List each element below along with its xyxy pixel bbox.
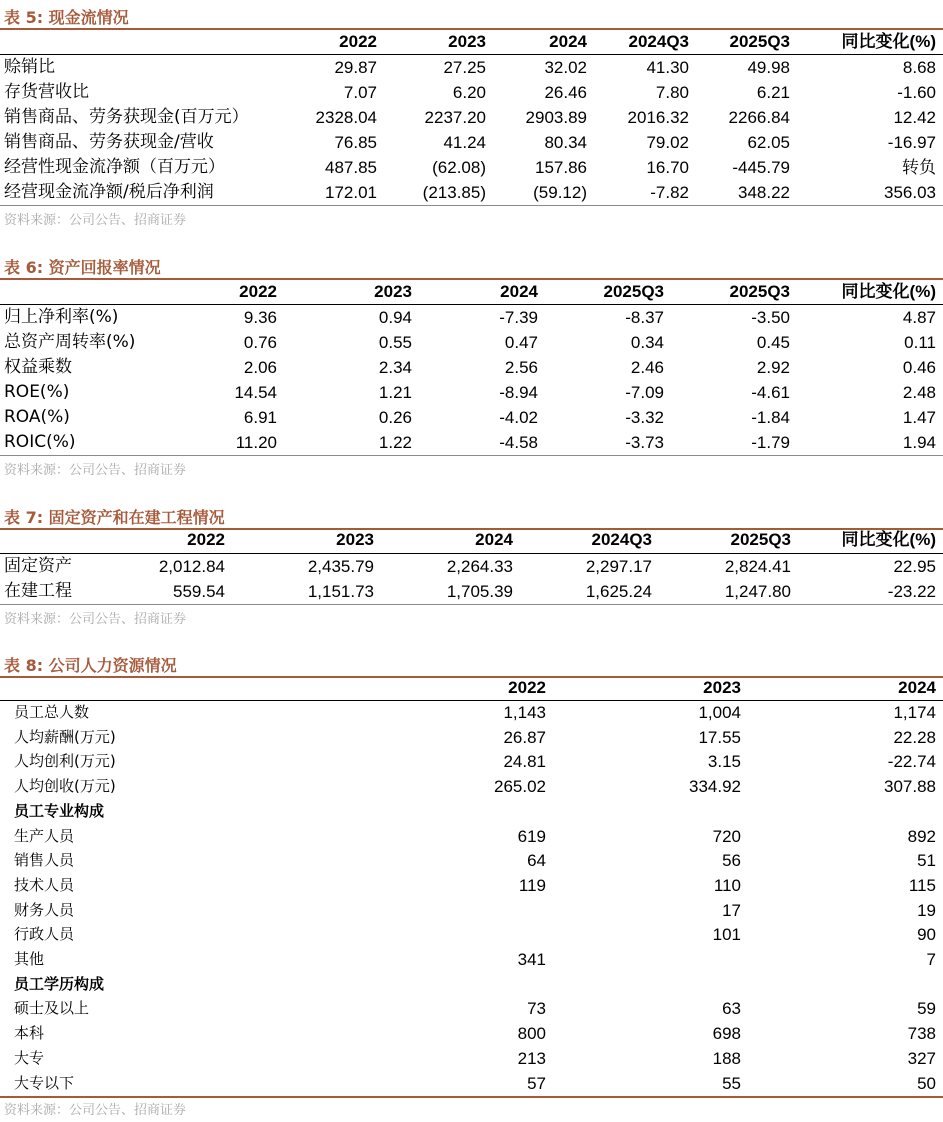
table8-header-cell: 2022	[508, 678, 546, 697]
table8-value-cell: 892	[907, 826, 936, 846]
table6-value-cell: 1.94	[902, 433, 936, 452]
table5-value-cell: 6.21	[756, 83, 790, 102]
table5-value-cell: 32.02	[544, 58, 587, 77]
table8-row	[0, 725, 943, 750]
table6-value-cell: 2.06	[243, 358, 277, 377]
table5-header-cell: 同比变化(%)	[841, 32, 936, 51]
table5-row-label: 经营性现金流净额（百万元）	[4, 157, 225, 177]
table5-value-cell: 62.05	[747, 133, 790, 152]
table8-value-cell: 90	[917, 925, 936, 945]
table5-row-label: 销售商品、劳务获现金/营收	[4, 132, 214, 152]
table5-value-cell: 41.30	[646, 58, 689, 77]
table8-row	[0, 700, 943, 725]
table8-row-label: 大专	[14, 1048, 45, 1067]
table6-value-cell: 0.34	[630, 333, 664, 352]
table7-header-cell: 2022	[187, 530, 225, 549]
table6-value-cell: 0.11	[904, 333, 936, 352]
table5-value-cell: 79.02	[646, 133, 689, 152]
table8-row-label: 员工学历构成	[14, 974, 105, 993]
table5-value-cell: 2016.32	[627, 108, 689, 127]
table5-value-cell: 27.25	[443, 58, 486, 77]
table6-value-cell: 0.45	[756, 333, 790, 352]
table8-value-cell: 7	[926, 950, 936, 969]
table8-value-cell: 1,143	[503, 703, 546, 722]
table5-header-row	[0, 29, 943, 54]
table6-row	[0, 430, 943, 455]
table6-value-cell: 1.21	[378, 383, 412, 402]
table5-row-label: 存货营收比	[4, 82, 89, 102]
table8-value-cell: 56	[722, 851, 741, 871]
table8-row	[0, 972, 943, 997]
table6-header-cell: 同比变化(%)	[841, 282, 936, 301]
table7-row-label: 在建工程	[4, 581, 72, 601]
table8-row-label: 硕士及以上	[14, 999, 90, 1018]
table6-value-cell: -1.84	[751, 408, 790, 427]
table7-value-cell: 2,297.17	[585, 557, 652, 576]
table6-value-cell: -7.09	[625, 383, 664, 402]
table6-value-cell: 14.54	[234, 383, 277, 402]
table8-header-cell: 2024	[898, 678, 936, 697]
table5-value-cell: 172.01	[325, 183, 377, 202]
table8-value-cell: 17.55	[698, 727, 741, 747]
table8-row	[0, 774, 943, 799]
table6-row	[0, 355, 943, 380]
table5-row	[0, 130, 943, 155]
table8-row	[0, 1071, 943, 1096]
table6-value-cell: 2.56	[504, 358, 538, 377]
table8-value-cell: 115	[908, 875, 936, 895]
table7-value-cell: 559.54	[173, 582, 225, 601]
table6-row-label: 权益乘数	[4, 357, 72, 377]
table8-row-label: 大专以下	[14, 1073, 75, 1092]
table5-value-cell: 26.46	[544, 83, 587, 102]
table7-header-row	[0, 527, 943, 552]
table5-value-cell: 348.22	[738, 183, 790, 202]
table6-row-label: ROIC(%)	[4, 432, 76, 452]
table6-row	[0, 380, 943, 405]
table8-value-cell: 19	[917, 900, 936, 920]
table8-row-label: 本科	[14, 1024, 45, 1043]
table5-row	[0, 155, 943, 180]
table7-value-cell: 2,435.79	[307, 557, 374, 576]
table6-value-cell: 2.34	[378, 358, 412, 377]
table5-value-cell: 2266.84	[728, 108, 790, 127]
table7-header-cell: 2024Q3	[591, 530, 652, 549]
table6-row-label: 归上净利率(%)	[4, 307, 119, 327]
table6-value-cell: -1.79	[751, 433, 790, 452]
table5-title: 表 5: 现金流情况	[4, 8, 129, 27]
table8-row-label: 其他	[14, 950, 45, 968]
table5-value-cell: 2237.20	[424, 108, 486, 127]
table6-value-cell: 2.48	[902, 383, 936, 402]
table5-value-cell: 6.20	[452, 83, 486, 102]
table8-row	[0, 996, 943, 1021]
table5-value-cell: 80.34	[544, 133, 587, 152]
table7-header-cell: 2024	[475, 530, 513, 549]
table7-value-cell: 2,012.84	[158, 557, 225, 576]
table8-row-label: 生产人员	[14, 826, 75, 845]
table8-value-cell: 110	[713, 875, 741, 895]
table8-row	[0, 749, 943, 774]
table8-row	[0, 873, 943, 898]
table7-value-cell: -23.22	[887, 582, 936, 601]
table6-value-cell: -8.37	[625, 308, 664, 327]
table5-value-cell: 16.70	[646, 158, 689, 177]
table8-value-cell: 800	[517, 1024, 546, 1044]
table6-source: 资料来源：公司公告、招商证券	[4, 463, 187, 478]
table8-value-cell: 720	[712, 826, 741, 846]
table5-row	[0, 55, 943, 80]
table5-bottom-rule	[0, 205, 943, 206]
table8-value-cell: 63	[722, 999, 741, 1019]
table8-title: 表 8: 公司人力资源情况	[4, 656, 177, 675]
table6-row	[0, 330, 943, 355]
table5-row-label: 赊销比	[4, 57, 55, 77]
table7-value-cell: 1,151.73	[307, 582, 374, 601]
table6-value-cell: 0.94	[378, 308, 412, 327]
table5-value-cell: -16.97	[887, 133, 936, 152]
table8-row-label: 财务人员	[14, 900, 75, 919]
table8-value-cell: 17	[722, 900, 741, 920]
table8-value-cell: 51	[917, 851, 936, 871]
table6-row-label: ROE(%)	[4, 382, 70, 402]
table5-value-cell: 49.98	[747, 58, 790, 77]
table5-value-cell: 356.03	[884, 183, 936, 202]
table8-row-label: 销售人员	[14, 851, 75, 870]
table6-value-cell: 2.46	[630, 358, 664, 377]
table8-row	[0, 898, 943, 923]
table6-value-cell: -4.58	[499, 433, 538, 452]
table5-value-cell: 76.85	[334, 133, 377, 152]
table7-value-cell: 2,264.33	[446, 557, 513, 576]
table6-value-cell: 0.46	[902, 358, 936, 377]
table6-value-cell: 0.26	[378, 408, 412, 427]
table8-value-cell: 1,004	[698, 703, 741, 722]
table8-value-cell: 738	[907, 1024, 936, 1044]
table5-value-cell: 29.87	[334, 58, 377, 77]
table7-header-cell: 同比变化(%)	[841, 530, 936, 549]
table7-header-cell: 2025Q3	[730, 530, 791, 549]
table8-value-cell: 307.88	[884, 777, 936, 797]
table8-header-row	[0, 675, 943, 700]
table8-row-label: 技术人员	[14, 875, 75, 894]
table8-row-label: 行政人员	[14, 925, 75, 944]
table6-row-label: ROA(%)	[4, 407, 70, 427]
table8-value-cell: 188	[712, 1048, 741, 1068]
table8-value-cell: 119	[518, 875, 546, 895]
table8-value-cell: 26.87	[503, 727, 546, 747]
table8-row-label: 人均创收(万元)	[14, 777, 116, 796]
table5-value-cell: 8.68	[902, 58, 936, 77]
table5-header-cell: 2022	[339, 32, 377, 51]
table5-row	[0, 80, 943, 105]
table5-value-cell: 2903.89	[525, 108, 587, 127]
table6-value-cell: 11.20	[235, 433, 277, 452]
table8-value-cell: 3.15	[707, 752, 741, 772]
table8-row	[0, 947, 943, 972]
table8-row	[0, 1046, 943, 1071]
table5-header-cell: 2025Q3	[729, 32, 790, 51]
table8-header-cell: 2023	[703, 678, 741, 697]
table7-source: 资料来源：公司公告、招商证券	[4, 612, 187, 627]
table8-value-cell: 1,174	[893, 703, 936, 722]
table5-value-cell: (213.85)	[422, 183, 486, 202]
table6-value-cell: 0.76	[243, 333, 277, 352]
table5-value-cell: 157.86	[535, 158, 587, 177]
table6-header-cell: 2023	[374, 282, 412, 301]
table5-value-cell: -1.60	[897, 83, 936, 102]
table6-header-cell: 2022	[239, 282, 277, 301]
table5-value-cell: 41.24	[443, 133, 486, 152]
table6-value-cell: 0.47	[504, 333, 538, 352]
table7-header-cell: 2023	[336, 530, 374, 549]
table6-value-cell: 9.36	[243, 308, 277, 327]
table5-source: 资料来源：公司公告、招商证券	[4, 213, 187, 228]
table8-value-cell: 64	[527, 851, 546, 871]
table5-value-cell: 7.07	[343, 83, 377, 102]
table8-value-cell: 73	[527, 999, 546, 1019]
table6-header-row	[0, 279, 943, 304]
table6-value-cell: -4.02	[499, 408, 538, 427]
table8-row-label: 员工总人数	[14, 703, 90, 721]
table8-value-cell: -22.74	[887, 752, 936, 772]
table7-value-cell: 2,824.41	[724, 557, 791, 576]
table6-value-cell: -3.50	[751, 308, 790, 327]
table8-source: 资料来源：公司公告、招商证券	[4, 1103, 187, 1118]
table6-header-cell: 2025Q3	[603, 282, 664, 301]
table8-value-cell: 698	[712, 1024, 741, 1044]
table8-value-cell: 57	[527, 1073, 546, 1093]
table8-row	[0, 922, 943, 947]
table8-row-label: 人均创利(万元)	[14, 752, 116, 771]
table7-value-cell: 1,705.39	[446, 582, 513, 601]
table7-row-label: 固定资产	[4, 556, 72, 576]
table8-value-cell: 265.02	[494, 777, 546, 797]
table8-value-cell: 213	[517, 1048, 546, 1068]
table8-row	[0, 848, 943, 873]
table7-row	[0, 554, 943, 579]
table5-value-cell: (59.12)	[533, 183, 587, 202]
table5-value-cell: (62.08)	[432, 158, 486, 177]
table8-value-cell: 22.28	[893, 727, 936, 747]
table5-row-label: 销售商品、劳务获现金(百万元）	[4, 107, 249, 127]
table8-row-label: 人均薪酬(万元)	[14, 727, 116, 746]
table5-header-cell: 2023	[448, 32, 486, 51]
table5-value-cell: 转负	[902, 158, 936, 177]
table8-value-cell: 327	[907, 1048, 936, 1068]
table7-value-cell: 22.95	[893, 557, 936, 576]
table8-value-cell: 24.81	[503, 752, 546, 772]
table8-value-cell: 50	[917, 1073, 936, 1093]
table8-value-cell: 334.92	[689, 777, 741, 797]
table6-value-cell: 1.22	[378, 433, 412, 452]
table6-row	[0, 405, 943, 430]
table7-value-cell: 1,247.80	[724, 582, 791, 601]
table6-value-cell: 6.91	[243, 408, 277, 427]
table8-value-cell: 341	[517, 950, 546, 969]
table5-row	[0, 180, 943, 205]
table8-value-cell: 619	[517, 826, 546, 846]
table5-value-cell: 7.80	[655, 83, 689, 102]
table6-value-cell: -7.39	[499, 308, 538, 327]
table6-bottom-rule	[0, 455, 943, 456]
table5-value-cell: -7.82	[650, 183, 689, 202]
table7-value-cell: 1,625.24	[585, 582, 652, 601]
table6-value-cell: -4.61	[751, 383, 790, 402]
table8-row	[0, 1021, 943, 1046]
table5-value-cell: 487.85	[325, 158, 377, 177]
table8-value-cell: 59	[917, 999, 936, 1019]
table8-value-cell: 101	[712, 925, 741, 945]
table7-row	[0, 579, 943, 604]
table5-header-cell: 2024Q3	[628, 32, 689, 51]
table6-row-label: 总资产周转率(%)	[4, 332, 136, 352]
table8-row	[0, 824, 943, 849]
table6-value-cell: 4.87	[902, 308, 936, 327]
table6-value-cell: 2.92	[756, 358, 790, 377]
table5-row	[0, 105, 943, 130]
table7-bottom-rule	[0, 604, 943, 605]
table5-value-cell: 2328.04	[315, 108, 377, 127]
table7-title: 表 7: 固定资产和在建工程情况	[4, 508, 225, 527]
table5-header-cell: 2024	[549, 32, 587, 51]
table8-bottom-rule	[0, 1096, 943, 1098]
table5-value-cell: 12.42	[893, 108, 936, 127]
table5-row-label: 经营现金流净额/税后净利润	[4, 182, 214, 202]
table8-row-label: 员工专业构成	[14, 801, 105, 820]
table8-value-cell: 55	[722, 1073, 741, 1093]
table6-title: 表 6: 资产回报率情况	[4, 258, 161, 277]
table6-value-cell: -3.32	[625, 408, 664, 427]
table6-row	[0, 305, 943, 330]
table5-value-cell: -445.79	[732, 158, 790, 177]
table6-header-cell: 2024	[500, 282, 538, 301]
table6-header-cell: 2025Q3	[729, 282, 790, 301]
table6-value-cell: -8.94	[499, 383, 538, 402]
table6-value-cell: 0.55	[378, 333, 412, 352]
table6-value-cell: 1.47	[902, 408, 936, 427]
table6-value-cell: -3.73	[625, 433, 664, 452]
table8-row	[0, 799, 943, 824]
